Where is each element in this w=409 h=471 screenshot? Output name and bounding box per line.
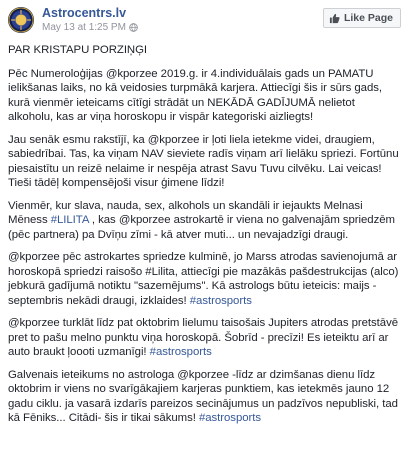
- paragraph-3-text-a: Vienmēr, kur slava, nauda, sex, alkohols un skandāli ir iejaukts Melnasi Mēness: [8, 199, 363, 226]
- post-body: [0, 40, 409, 426]
- hashtag-astrosports-link[interactable]: #astrosports: [198, 412, 262, 424]
- astrology-logo-icon[interactable]: [8, 7, 34, 33]
- like-page-label: Like Page: [343, 12, 393, 24]
- post-paragraph-3: [8, 199, 401, 243]
- post-timestamp[interactable]: [42, 21, 323, 34]
- paragraph-4-text: @kporzee pēc astrokartes spriedze kulminē, jo Marss atrodas savienojumā ar horoskopā spriedzi raisošo #Lilita, attiecīgi pie mazākās pašdestrukcijas (alco) jebkurā gadījumā notiktu "sazemējums". Kā astrologs būtu ieteicis: maijs - septembris nekādi draugi, izklaides!: [8, 251, 399, 307]
- hashtag-astrosports-link[interactable]: #astrosports: [149, 346, 212, 358]
- paragraph-6-text: Galvenais ieteikums no astrologa @kporzee -līdz ar dzimšanas dienu līdz oktobrim ir viens no svarīgākajiem karjeras punktiem, kas ietekmēs jauno 12 gadu ciklu. ja vasarā izdarīs pareizos secinājumus un padzīvos nepubliski, tad kā Fēniks... Citādi- šis ir tikai sākums!: [8, 368, 398, 424]
- paragraph-5-text: @kporzee turklāt līdz pat oktobrim lielumu taisošais Jupiters atrodas pretstāvē pret to pašu melno punktu viņa horoskopā. Šobrīd - precīzi! Es ieteiktu arī ar auto braukt ļoooti uzmanīgi!: [8, 317, 399, 358]
- like-page-button[interactable]: [323, 8, 401, 28]
- hashtag-astrosports-link[interactable]: #astrosports: [189, 294, 252, 307]
- post-paragraph-6: [8, 368, 401, 426]
- post-meta: [42, 6, 323, 34]
- timestamp-text[interactable]: May 13 at 1:25 PM: [42, 22, 126, 33]
- thumbs-up-icon: [329, 13, 340, 24]
- post-paragraph-5: [8, 316, 401, 360]
- post-paragraph-1: Pēc Numeroloģijas @kporzee 2019.g. ir 4.individuālais gads un PAMATU ielikšanas laiks, no kā veidosies turpmākā karjera. Attiecīgi šis ir sūrs gads, kurā vienmēr ieteicams cītīgi strādāt un NEKĀDĀ GADĪJUMĀ nelietot alkoholu, kas ar viņa horoskopu ir vispār kategoriski aizliegts!: [8, 67, 382, 123]
- paragraph-3-text-b: , kas @kporzee astrokartē ir viena no galvenajām spriedzēm (pēc partnera) pa Dvīņu zīmi - kā atver muti... un nevajadzīgi draugi.: [8, 214, 395, 241]
- page-name-link[interactable]: Astrocentrs.lv: [42, 6, 127, 20]
- post-paragraph-2: Jau senāk esmu rakstījī, ka @kporzee ir ļoti liela ietekme videi, draugiem, sabiedrībai. Tas, ka viņam NAV sieviete radīs viņam arī lielāku spriezi. Fortūnu piesaistītu un reizē nelaime ir nespēja atrast Savu Tuvu cilvēku. Lai veicas! Tieši tādēļ kompensējoši visur ģimene līdzi!: [8, 133, 399, 189]
- post-paragraph-4: [8, 250, 401, 308]
- hashtag-lilita-link[interactable]: #LILITA: [50, 214, 89, 226]
- globe-icon: [129, 23, 138, 32]
- post-header: [0, 0, 409, 40]
- post-title: PAR KRISTAPU PORZIŅĢI: [8, 44, 148, 56]
